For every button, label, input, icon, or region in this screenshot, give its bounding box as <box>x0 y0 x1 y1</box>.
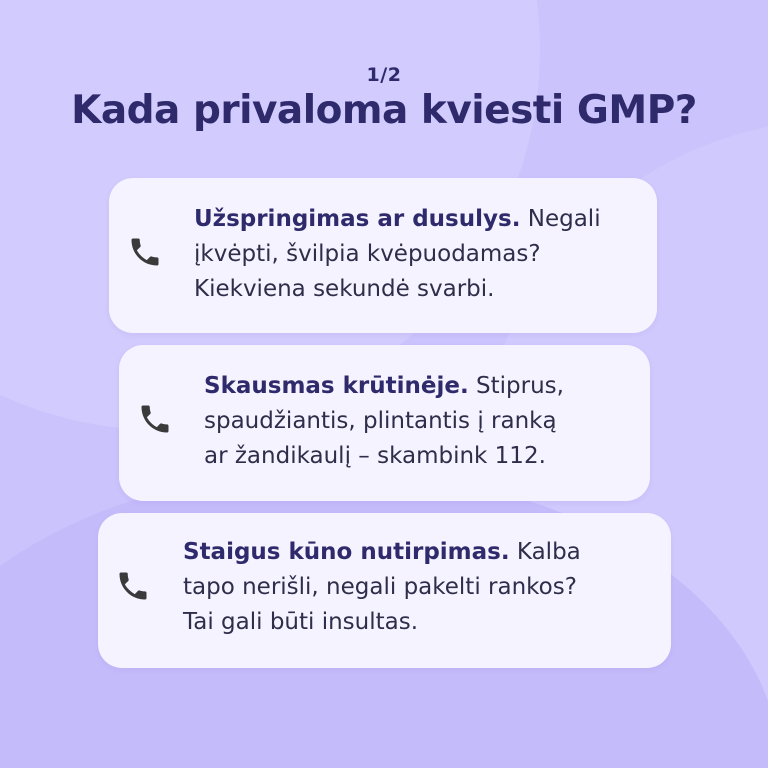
card-heading: Užspringimas ar dusulys. <box>194 206 521 232</box>
card-text <box>204 369 564 474</box>
card-line-rest: Kalba <box>509 539 581 565</box>
card-text <box>183 535 581 640</box>
card-heading: Skausmas krūtinėje. <box>204 373 469 399</box>
page-number: 1/2 <box>366 64 402 86</box>
card-line-rest: Negali <box>520 206 601 232</box>
card-line: tapo nerišli, negali pakelti rankos? <box>183 574 577 600</box>
card-heading: Staigus kūno nutirpimas. <box>183 539 510 565</box>
info-card-numbness <box>98 513 671 668</box>
telephone-receiver-icon <box>115 568 151 604</box>
telephone-receiver-icon <box>127 234 163 270</box>
card-line: ar žandikaulį – skambink 112. <box>204 443 546 469</box>
info-card-choking <box>109 178 657 333</box>
card-line: Tai gali būti insultas. <box>183 609 419 635</box>
card-line <box>194 202 601 237</box>
info-card-chest-pain <box>119 345 650 501</box>
card-text <box>194 202 601 307</box>
card-line: spaudžiantis, plintantis į ranką <box>204 408 557 434</box>
telephone-receiver-icon <box>137 401 173 437</box>
card-line-rest: Stiprus, <box>468 373 564 399</box>
card-line <box>204 369 564 404</box>
card-line: Kiekviena sekundė svarbi. <box>194 276 495 302</box>
card-line <box>183 535 581 570</box>
card-line: įkvėpti, švilpia kvėpuodamas? <box>194 241 541 267</box>
page-title: Kada privaloma kviesti GMP? <box>71 88 697 133</box>
